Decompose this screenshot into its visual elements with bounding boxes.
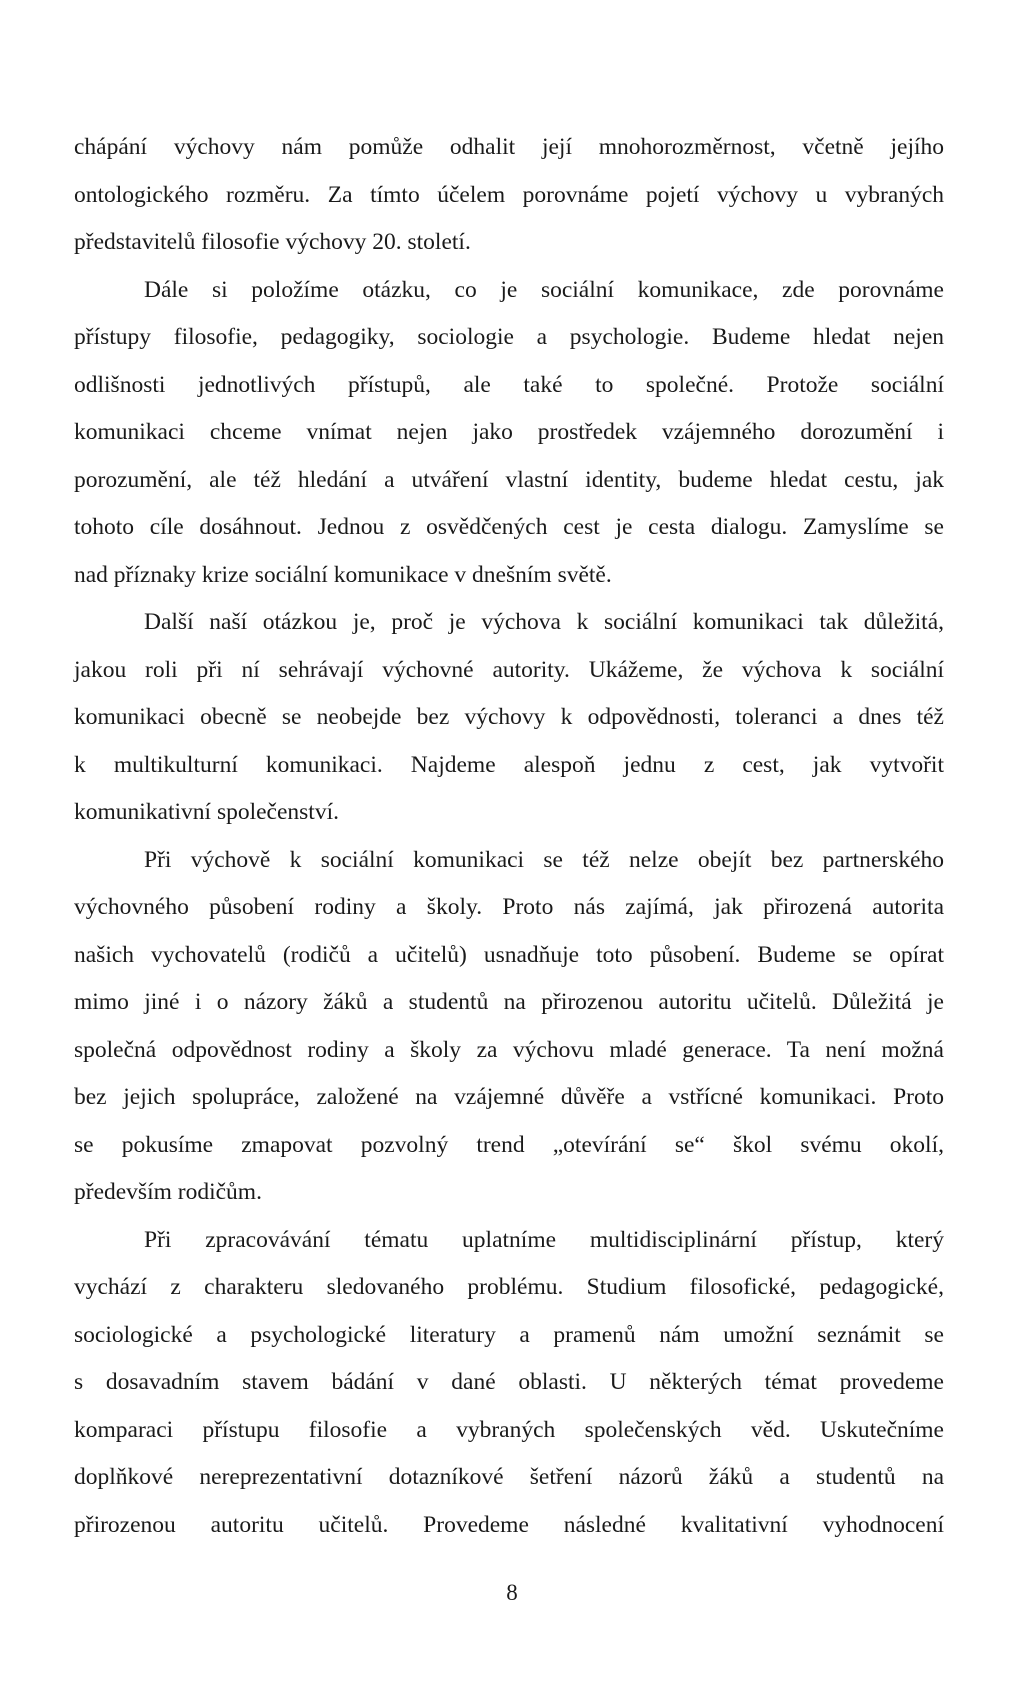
text-line: přístupy filosofie, pedagogiky, sociologie a psychologie. Budeme hledat nejen [74, 324, 944, 350]
text-line: společná odpovědnost rodiny a školy za výchovu mladé generace. Ta není možná [74, 1036, 944, 1063]
text-line: Při zpracovávání tématu uplatníme multidisciplinární přístup, který [144, 1226, 944, 1253]
text-line: k multikulturní komunikaci. Najdeme alespoň jednu z cest, jak vytvořit [74, 751, 944, 778]
text-line: přirozenou autoritu učitelů. Provedeme následné kvalitativní vyhodnocení [74, 1511, 944, 1538]
body-text [74, 124, 944, 1549]
paragraph-1 [74, 124, 944, 267]
text-line: Při výchově k sociální komunikaci se též nelze obejít bez partnerského [144, 846, 944, 873]
text-line: porozumění, ale též hledání a utváření vlastní identity, budeme hledat cestu, jak [74, 466, 944, 493]
text-line: jakou roli při ní sehrávají výchovné autority. Ukážeme, že výchova k sociální [74, 656, 944, 683]
text-line: vychází z charakteru sledovaného problému. Studium filosofické, pedagogické, [74, 1274, 944, 1300]
paragraph-3 [74, 599, 944, 837]
text-line: odlišnosti jednotlivých přístupů, ale také to společné. Protože sociální [74, 371, 944, 398]
text-line: nad příznaky krize sociální komunikace v dnešním světě. [74, 561, 612, 588]
text-line: doplňkové nereprezentativní dotazníkové šetření názorů žáků a studentů na [74, 1464, 944, 1490]
text-line: bez jejich spolupráce, založené na vzájemné důvěře a vstřícné komunikaci. Proto [74, 1084, 944, 1110]
text-line: výchovného působení rodiny a školy. Proto nás zajímá, jak přirozená autorita [74, 894, 944, 920]
text-line: komunikaci obecně se neobejde bez výchovy k odpovědnosti, toleranci a dnes též [74, 704, 944, 730]
text-line: komunikativní společenství. [74, 799, 339, 825]
paragraph-5 [74, 1217, 944, 1550]
text-line: představitelů filosofie výchovy 20. století. [74, 229, 471, 255]
text-line: s dosavadním stavem bádání v dané oblasti. U některých témat provedeme [74, 1369, 944, 1395]
text-line: Další naší otázkou je, proč je výchova k sociální komunikaci tak důležitá, [144, 609, 944, 635]
text-line: komparaci přístupu filosofie a vybraných společenských věd. Uskutečníme [74, 1416, 944, 1443]
text-line: Dále si položíme otázku, co je sociální komunikace, zde porovnáme [144, 276, 944, 303]
text-line: ontologického rozměru. Za tímto účelem porovnáme pojetí výchovy u vybraných [74, 181, 944, 208]
text-line: mimo jiné i o názory žáků a studentů na přirozenou autoritu učitelů. Důležitá je [74, 989, 944, 1015]
paragraph-2 [74, 267, 944, 600]
text-line: především rodičům. [74, 1179, 262, 1205]
text-line: sociologické a psychologické literatury a pramenů nám umožní seznámit se [74, 1321, 944, 1348]
text-line: tohoto cíle dosáhnout. Jednou z osvědčených cest je cesta dialogu. Zamyslíme se [74, 514, 944, 540]
text-line: komunikaci chceme vnímat nejen jako prostředek vzájemného dorozumění i [74, 419, 944, 445]
text-line: chápání výchovy nám pomůže odhalit její mnohorozměrnost, včetně jejího [74, 134, 944, 160]
paragraph-4 [74, 837, 944, 1217]
text-line: našich vychovatelů (rodičů a učitelů) usnadňuje toto působení. Budeme se opírat [74, 941, 944, 968]
text-line: se pokusíme zmapovat pozvolný trend „otevírání se“ škol svému okolí, [74, 1131, 944, 1158]
page-number: 8 [506, 1580, 518, 1605]
